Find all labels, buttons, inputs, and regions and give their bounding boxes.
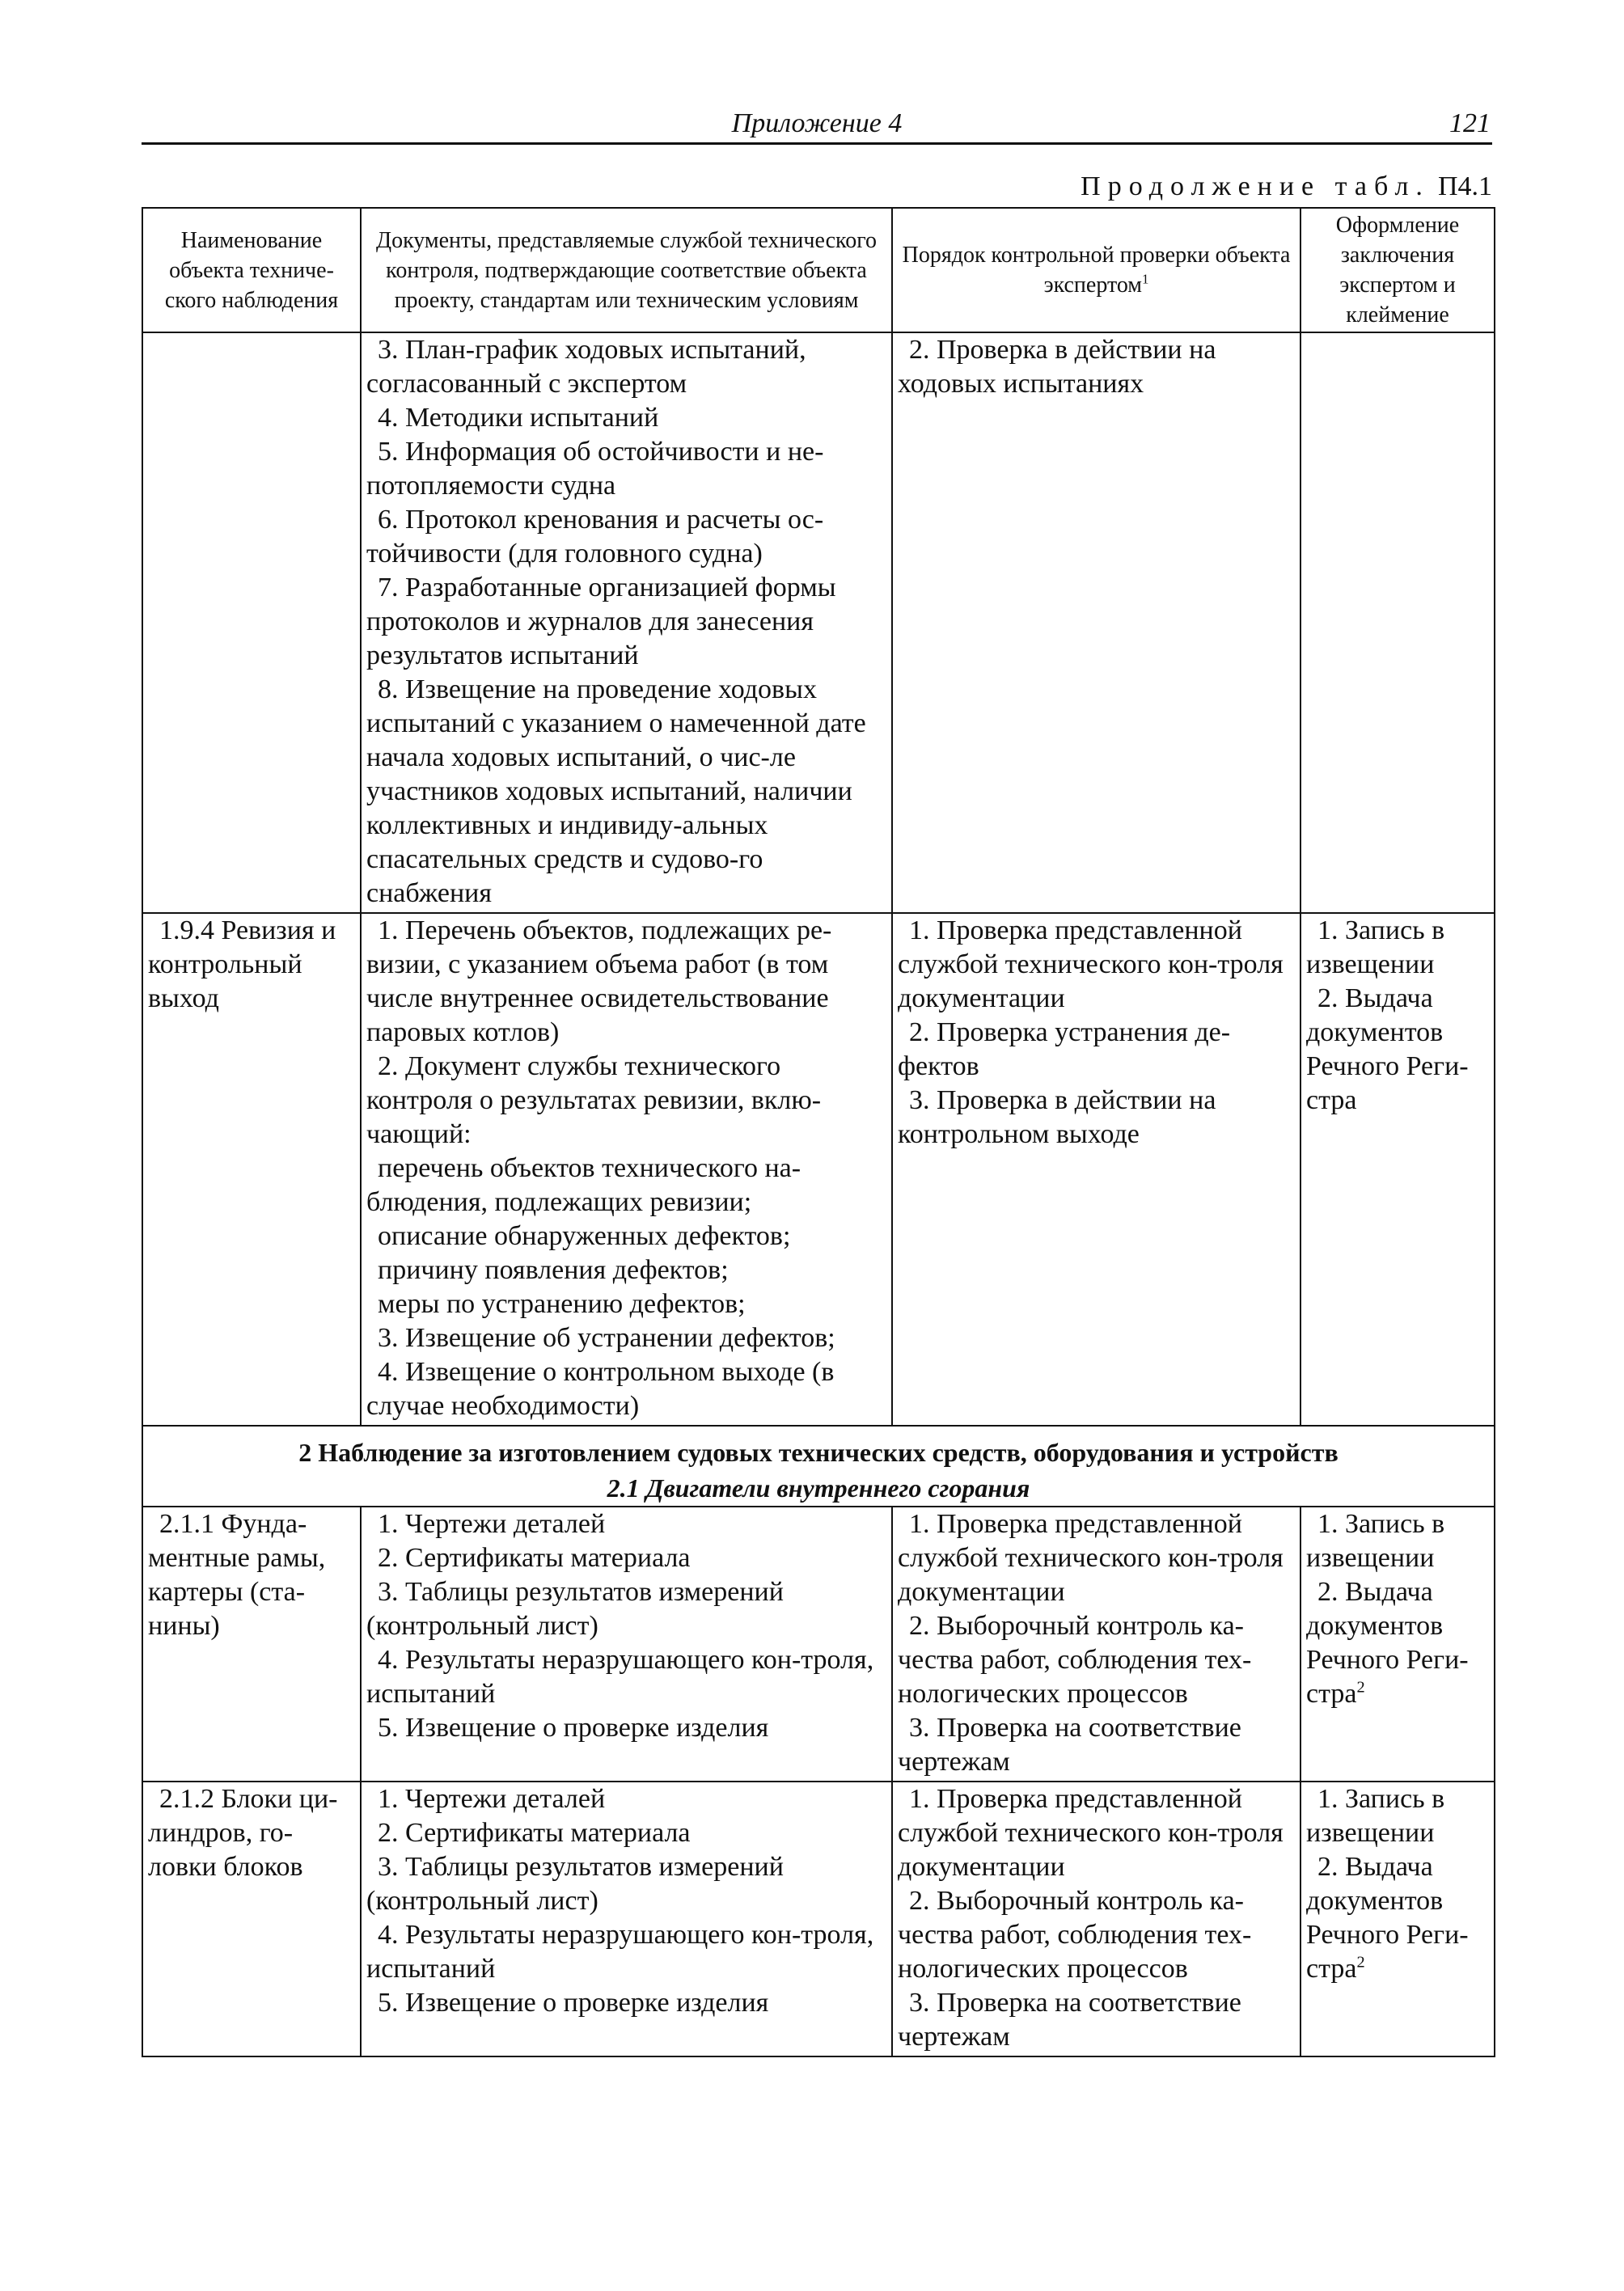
table-continuation-label — [1081, 171, 1492, 202]
list-item: 2. Выборочный контроль ка-чества работ, соблюдения тех-нологических процессов — [898, 1886, 1252, 1984]
page-number: 121 — [1449, 108, 1491, 138]
list-item: 3. Таблицы результатов измерений (контрольный лист) — [366, 1577, 784, 1641]
column-header-procedure — [892, 208, 1300, 332]
list-item: 5. Извещение о проверке изделия — [378, 1713, 769, 1743]
page-header — [142, 104, 1492, 145]
list-item: 2. Выборочный контроль ка-чества работ, соблюдения тех-нологических процессов — [898, 1611, 1252, 1709]
cell-conclusion — [1300, 1782, 1495, 2056]
list-item: 3. Извещение об устранении дефектов; — [378, 1323, 835, 1353]
inspection-table — [142, 207, 1495, 2057]
list-item-text: 2. Выдача документов Речного Реги-стра — [1306, 1577, 1469, 1709]
list-item: 2. Проверка в действии на ходовых испытаниях — [898, 335, 1216, 399]
cell-object — [142, 1507, 361, 1782]
cell-documents — [361, 1782, 892, 2056]
table-reference: П4.1 — [1437, 171, 1492, 201]
list-item: 1. Проверка представленной службой технического кон-троля документации — [898, 1509, 1284, 1607]
column-header-object: Наименование объекта техниче-ского наблюдения — [142, 208, 361, 332]
list-item: 2. Сертификаты материала — [378, 1543, 691, 1573]
list-item: 1. Запись в извещении — [1306, 1509, 1445, 1573]
list-item: 1. Проверка представленной службой технического кон-троля документации — [898, 915, 1284, 1013]
object-name: 2.1.1 Фунда-ментные рамы, картеры (ста-нины) — [148, 1509, 326, 1641]
list-item: 4. Результаты неразрушающего кон-троля, испытаний — [366, 1645, 874, 1709]
table-row — [142, 1782, 1495, 2056]
table-row — [142, 1507, 1495, 1782]
cell-conclusion — [1300, 332, 1495, 913]
cell-conclusion — [1300, 913, 1495, 1426]
continuation-text: Продолжение табл. — [1081, 171, 1430, 201]
object-name: 2.1.2 Блоки ци-линдров, го-ловки блоков — [148, 1784, 338, 1882]
object-name: 1.9.4 Ревизия и контрольный выход — [148, 915, 336, 1013]
cell-object — [142, 1782, 361, 2056]
list-item: 2. Выдача документов Речного Реги-стра — [1306, 983, 1469, 1115]
list-item: 3. Проверка в действии на контрольном выходе — [898, 1085, 1216, 1149]
subsection-row — [142, 1472, 1495, 1507]
list-item: 1. Чертежи деталей — [378, 1784, 606, 1814]
list-item: 7. Разработанные организацией формы протоколов и журналов для занесения результатов испытаний — [366, 573, 836, 670]
footnote-marker: 2 — [1356, 1678, 1365, 1697]
footnote-marker: 2 — [1356, 1953, 1365, 1972]
cell-conclusion — [1300, 1507, 1495, 1782]
list-item: перечень объектов технического на-блюдения, подлежащих ревизии; — [366, 1153, 801, 1217]
list-item: 2. Проверка устранения де-фектов — [898, 1017, 1231, 1081]
list-item: 1. Перечень объектов, подлежащих ре-визии, с указанием объема работ (в том числе внутреннее освидетельствование паровых котлов) — [366, 915, 832, 1047]
list-item: 1. Проверка представленной службой технического кон-троля документации — [898, 1784, 1284, 1882]
section-title: 2 Наблюдение за изготовлением судовых технических средств, оборудования и устройств — [142, 1426, 1495, 1472]
cell-procedure — [892, 1782, 1300, 2056]
list-item: 4. Результаты неразрушающего кон-троля, испытаний — [366, 1920, 874, 1984]
list-item-text: 2. Выдача документов Речного Реги-стра — [1306, 1852, 1469, 1984]
cell-object — [142, 332, 361, 913]
cell-documents — [361, 332, 892, 913]
footnote-marker: 1 — [1142, 271, 1149, 287]
list-item: 4. Методики испытаний — [378, 403, 659, 433]
running-title: Приложение 4 — [731, 108, 903, 138]
list-item: описание обнаруженных дефектов; — [378, 1221, 791, 1251]
list-item: 5. Извещение о проверке изделия — [378, 1988, 769, 2018]
list-item: 3. Проверка на соответствие чертежам — [898, 1988, 1241, 2052]
cell-procedure — [892, 913, 1300, 1426]
section-row — [142, 1426, 1495, 1472]
list-item: 6. Протокол кренования и расчеты ос-тойчивости (для головного судна) — [366, 505, 824, 569]
table-row — [142, 913, 1495, 1426]
list-item: 3. Таблицы результатов измерений (контрольный лист) — [366, 1852, 784, 1916]
list-item: 8. Извещение на проведение ходовых испытаний с указанием о намеченной дате начала ходовых испытаний, о чис-ле участников ходовых испытаний, наличии коллективных и индивиду-альных спасательных средств и судово-го снабжения — [366, 674, 866, 908]
list-item: 5. Информация об остойчивости и не-потопляемости судна — [366, 437, 824, 501]
list-item: 1. Запись в извещении — [1306, 915, 1445, 979]
list-item: меры по устранению дефектов; — [378, 1289, 746, 1319]
list-item — [1306, 1850, 1491, 1986]
list-item: 3. Проверка на соответствие чертежам — [898, 1713, 1241, 1777]
list-item: 3. План-график ходовых испытаний, согласованный с экспертом — [366, 335, 806, 399]
cell-procedure — [892, 1507, 1300, 1782]
cell-documents — [361, 1507, 892, 1782]
cell-documents — [361, 913, 892, 1426]
list-item: 2. Документ службы технического контроля о результатах ревизии, вклю-чающий: — [366, 1051, 822, 1149]
cell-object — [142, 913, 361, 1426]
subsection-title: 2.1 Двигатели внутреннего сгорания — [142, 1472, 1495, 1507]
table-row — [142, 332, 1495, 913]
list-item — [1306, 1575, 1491, 1711]
cell-procedure — [892, 332, 1300, 913]
column-header-procedure-text: Порядок контрольной проверки объекта экспертом — [902, 243, 1291, 298]
table-header-row — [142, 208, 1495, 332]
list-item: 2. Сертификаты материала — [378, 1818, 691, 1848]
list-item: причину появления дефектов; — [378, 1255, 729, 1285]
column-header-conclusion: Оформление заключения экспертом и клеймение — [1300, 208, 1495, 332]
list-item: 4. Извещение о контрольном выходе (в случае необходимости) — [366, 1357, 835, 1421]
column-header-documents: Документы, представляемые службой технического контроля, подтверждающие соответствие объекта проекту, стандартам или техническим условиям — [361, 208, 892, 332]
list-item: 1. Чертежи деталей — [378, 1509, 606, 1539]
list-item: 1. Запись в извещении — [1306, 1784, 1445, 1848]
